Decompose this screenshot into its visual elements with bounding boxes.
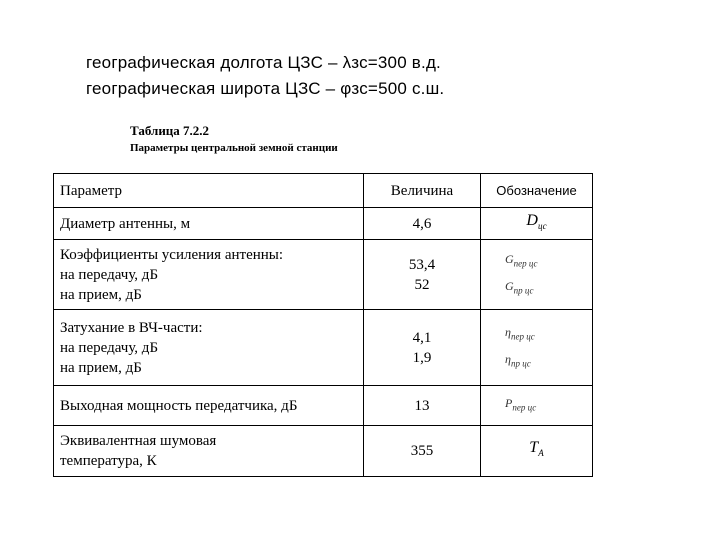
longitude-line: географическая долгота ЦЗС – λзс=300 в.д. xyxy=(86,53,441,72)
table-row xyxy=(54,386,593,426)
table-subtitle: Параметры центральной земной станции xyxy=(130,142,338,154)
symbol-cell xyxy=(481,386,593,426)
param-text: Выходная мощность передатчика, дБ xyxy=(60,397,298,414)
symbol-cell xyxy=(481,426,593,477)
value-cell xyxy=(364,310,481,386)
symbol-cell xyxy=(481,310,593,386)
symbol-cell xyxy=(481,208,593,240)
value-cell xyxy=(364,240,481,310)
table-row xyxy=(54,310,593,386)
header-param: Параметр xyxy=(54,174,364,208)
header-value: Величина xyxy=(364,174,481,208)
table-row xyxy=(54,426,593,477)
param-cell xyxy=(54,426,364,477)
param-text: Коэффициенты усиления антенны: xyxy=(60,246,284,263)
param-cell xyxy=(54,208,364,240)
latitude-line: географическая широта ЦЗС – φзс=500 с.ш. xyxy=(86,79,445,98)
param-text: Эквивалентная шумовая xyxy=(60,433,217,449)
symbol: $T_A$ xyxy=(529,439,544,459)
symbol: $D_{цс}$ xyxy=(526,211,547,232)
param-text: на прием, дБ xyxy=(60,286,142,303)
symbol: $G_{пр цс}$ xyxy=(505,278,534,295)
param-text: на передачу, дБ xyxy=(60,339,159,356)
value-text: 13 xyxy=(414,397,430,414)
value-cell xyxy=(364,208,481,240)
symbol-cell xyxy=(481,240,593,310)
symbol: $\eta_{пр цс}$ xyxy=(505,351,531,368)
param-text: температура, К xyxy=(60,453,157,469)
value-text: 53,4 xyxy=(408,256,436,273)
param-text: Диаметр антенны, м xyxy=(60,215,191,232)
value-text: 4,6 xyxy=(412,215,432,232)
value-cell xyxy=(364,426,481,477)
value-text: 1,9 xyxy=(412,349,432,366)
table-title: Таблица 7.2.2 xyxy=(130,123,210,138)
value-text: 52 xyxy=(414,276,430,293)
param-cell xyxy=(54,386,364,426)
symbol: $P_{пер цс}$ xyxy=(505,396,537,413)
value-text: 355 xyxy=(410,443,434,459)
parameters-table xyxy=(53,173,593,477)
table-row xyxy=(54,240,593,310)
header-symbol: Обозначение xyxy=(481,174,593,208)
param-text: на прием, дБ xyxy=(60,359,142,376)
intro-text xyxy=(86,50,444,102)
symbol: $G_{пер цс}$ xyxy=(505,252,538,269)
param-cell xyxy=(54,310,364,386)
param-text: Затухание в ВЧ-части: xyxy=(60,319,203,336)
value-cell xyxy=(364,386,481,426)
value-text: 4,1 xyxy=(412,329,432,346)
symbol: $\eta_{пер цс}$ xyxy=(505,325,535,342)
param-cell xyxy=(54,240,364,310)
table-header-row xyxy=(54,174,593,208)
table-row xyxy=(54,208,593,240)
param-text: на передачу, дБ xyxy=(60,266,159,283)
